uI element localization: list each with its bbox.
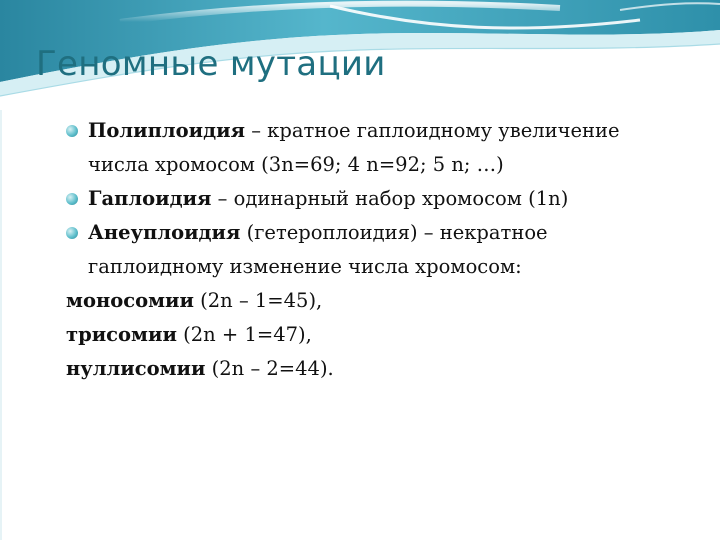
term-monosomy: моносомии — [66, 289, 194, 312]
formula-text: (2n – 1=45), — [193, 289, 323, 312]
bullet-item-polyploidy — [66, 114, 686, 182]
term-trisomy: трисомии — [66, 323, 177, 346]
bullet-line — [88, 216, 686, 250]
definition-text: – кратное гаплоидному увеличение — [245, 119, 620, 142]
bullet-marker-icon — [66, 125, 78, 137]
definition-text: – одинарный набор хромосом (1n) — [211, 187, 569, 210]
bullet-line-continuation: гаплоидному изменение числа хромосом: — [88, 255, 522, 278]
bullet-item-aneuploidy — [66, 216, 686, 284]
sub-item-trisomy — [66, 318, 686, 352]
formula-text: (2n – 2=44). — [205, 357, 334, 380]
sub-item-monosomy — [66, 284, 686, 318]
slide-title: Геномные мутации — [36, 44, 386, 84]
slide-content — [66, 114, 686, 284]
slide-left-border — [0, 110, 2, 540]
bullet-marker-icon — [66, 227, 78, 239]
sub-items-list — [66, 284, 686, 386]
term-nullisomy: нуллисомии — [66, 357, 206, 380]
definition-text: (гетероплоидия) – некратное — [240, 221, 548, 244]
bullet-line — [88, 114, 686, 148]
bullet-item-haploidy — [66, 182, 686, 216]
term-aneuploidy: Анеуплоидия — [88, 221, 241, 244]
bullet-line — [88, 182, 686, 216]
term-polyploidy: Полиплоидия — [88, 119, 245, 142]
term-haploidy: Гаплоидия — [88, 187, 212, 210]
formula-text: (2n + 1=47), — [176, 323, 312, 346]
sub-item-nullisomy — [66, 352, 686, 386]
bullet-line-continuation: числа хромосом (3n=69; 4 n=92; 5 n; …) — [88, 153, 504, 176]
bullet-marker-icon — [66, 193, 78, 205]
